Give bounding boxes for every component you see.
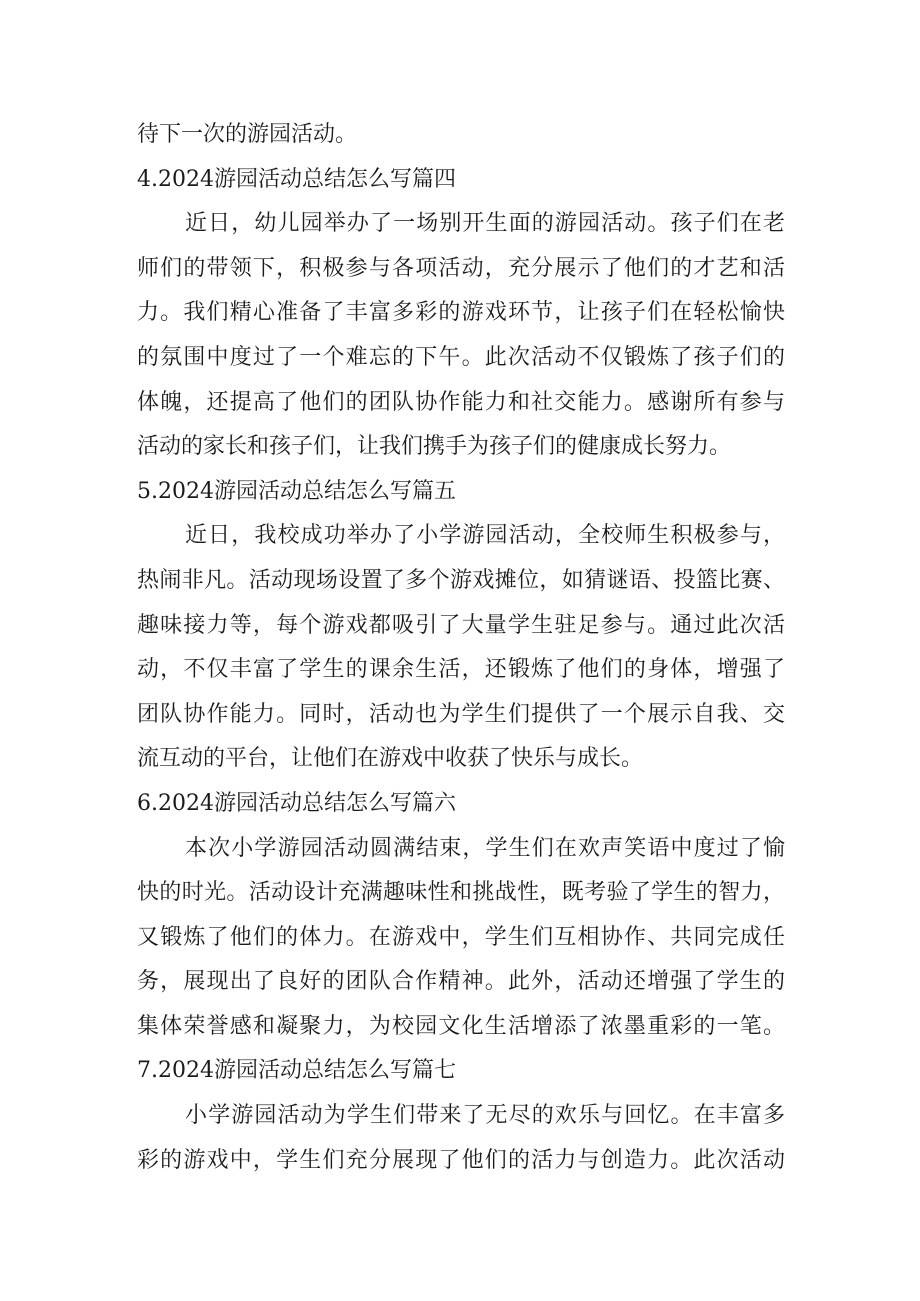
paragraph-first-line: 本次小学游园活动圆满结束，学生们在欢声笑语中度过了愉 [185, 835, 785, 861]
section-heading-7: 7.2024游园活动总结怎么写篇七 [137, 1058, 456, 1084]
text-line: 又锻炼了他们的体力。在游戏中，学生们互相协作、共同完成任 [137, 924, 785, 950]
text-line: 趣味接力等，每个游戏都吸引了大量学生驻足参与。通过此次活 [137, 612, 785, 638]
paragraph-first-line: 近日，幼儿园举办了一场别开生面的游园活动。孩子们在老 [185, 211, 785, 237]
section-heading-6: 6.2024游园活动总结怎么写篇六 [137, 790, 456, 816]
text-line: 集体荣誉感和凝聚力，为校园文化生活增添了浓墨重彩的一笔。 [137, 1013, 785, 1039]
text-line: 快的时光。活动设计充满趣味性和挑战性，既考验了学生的智力， [137, 880, 785, 906]
text-line: 动，不仅丰富了学生的课余生活，还锻炼了他们的身体，增强了 [137, 657, 785, 683]
text-line: 体魄，还提高了他们的团队协作能力和社交能力。感谢所有参与 [137, 389, 785, 415]
text-line: 彩的游戏中，学生们充分展现了他们的活力与创造力。此次活动 [137, 1147, 785, 1173]
text-line: 热闹非凡。活动现场设置了多个游戏摊位，如猜谜语、投篮比赛、 [137, 567, 785, 593]
text-line: 师们的带领下，积极参与各项活动，充分展示了他们的才艺和活 [137, 255, 785, 281]
paragraph-first-line: 小学游园活动为学生们带来了无尽的欢乐与回忆。在丰富多 [185, 1103, 785, 1129]
text-line: 务，展现出了良好的团队合作精神。此外，活动还增强了学生的 [137, 969, 785, 995]
section-heading-5: 5.2024游园活动总结怎么写篇五 [137, 478, 456, 504]
text-line: 待下一次的游园活动。 [137, 122, 358, 147]
section-heading-4: 4.2024游园活动总结怎么写篇四 [137, 166, 456, 192]
document-body [137, 113, 785, 1183]
text-line: 活动的家长和孩子们，让我们携手为孩子们的健康成长努力。 [137, 434, 732, 460]
paragraph-first-line: 近日，我校成功举办了小学游园活动，全校师生积极参与， [185, 523, 785, 549]
text-line: 力。我们精心准备了丰富多彩的游戏环节，让孩子们在轻松愉快 [137, 300, 785, 326]
text-line: 的氛围中度过了一个难忘的下午。此次活动不仅锻炼了孩子们的 [137, 344, 785, 370]
text-line: 流互动的平台，让他们在游戏中收获了快乐与成长。 [137, 746, 644, 772]
text-line: 团队协作能力。同时，活动也为学生们提供了一个展示自我、交 [137, 701, 785, 727]
